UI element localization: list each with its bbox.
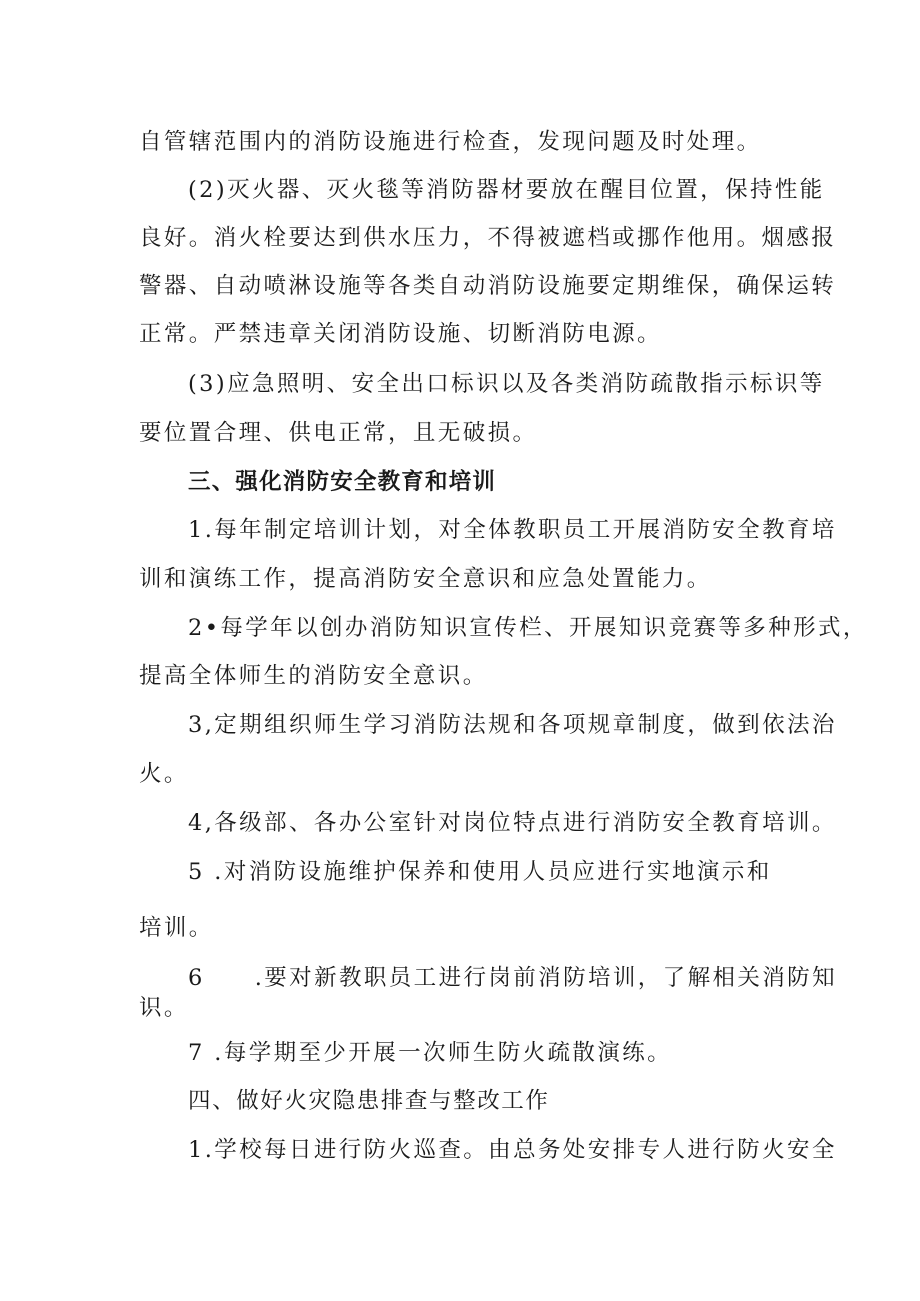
paragraph-line: 识。 bbox=[139, 995, 189, 1021]
paragraph-line: 火。 bbox=[139, 761, 189, 787]
paragraph-line bbox=[188, 963, 837, 993]
paragraph-line: 1.每年制定培训计划，对全体教职员工开展消防安全教育培 bbox=[188, 517, 837, 543]
paragraph-line: 7 .每学期至少开展一次师生防火疏散演练。 bbox=[188, 1040, 673, 1066]
paragraph-line: 训和演练工作，提高消防安全意识和应急处置能力。 bbox=[139, 566, 712, 592]
paragraph-line: 2•每学年以创办消防知识宣传栏、开展知识竞赛等多种形式， bbox=[188, 615, 868, 641]
paragraph-line: 3,定期组织师生学习消防法规和各项规章制度，做到依法治 bbox=[188, 712, 837, 738]
item-number: 6 bbox=[188, 965, 205, 991]
paragraph-line: 1.学校每日进行防火巡查。由总务处安排专人进行防火安全 bbox=[188, 1137, 837, 1163]
paragraph-line: 5 .对消防设施维护保养和使用人员应进行实地演示和 bbox=[188, 859, 772, 885]
paragraph-line: 良好。消火栓要达到供水压力，不得被遮档或挪作他用。烟感报 bbox=[139, 225, 837, 251]
paragraph-line: (3)应急照明、安全出口标识以及各类消防疏散指示标识等 bbox=[188, 371, 825, 397]
paragraph-line: 警器、自动喷淋设施等各类自动消防设施要定期维保，确保运转 bbox=[139, 273, 837, 299]
section-heading-4: 四、做好火灾隐患排查与整改工作 bbox=[188, 1088, 550, 1114]
paragraph-line: 正常。严禁违章关闭消防设施、切断消防电源。 bbox=[139, 321, 662, 347]
paragraph-line: 要位置合理、供电正常，且无破损。 bbox=[139, 420, 538, 446]
paragraph-line: (2)灭火器、灭火毯等消防器材要放在醒目位置，保持性能 bbox=[188, 177, 825, 203]
paragraph-line: 自管辖范围内的消防设施进行检查，发现问题及时处理。 bbox=[139, 129, 762, 155]
section-heading-3: 三、强化消防安全教育和培训 bbox=[188, 469, 497, 495]
item-text: .要对新教职员工进行岗前消防培训，了解相关消防知 bbox=[254, 965, 837, 991]
paragraph-line: 培训。 bbox=[139, 915, 214, 941]
paragraph-line: 提高全体师生的消防安全意识。 bbox=[139, 663, 488, 689]
paragraph-line: 4,各级部、各办公室针对岗位特点进行消防安全教育培训。 bbox=[188, 810, 837, 836]
